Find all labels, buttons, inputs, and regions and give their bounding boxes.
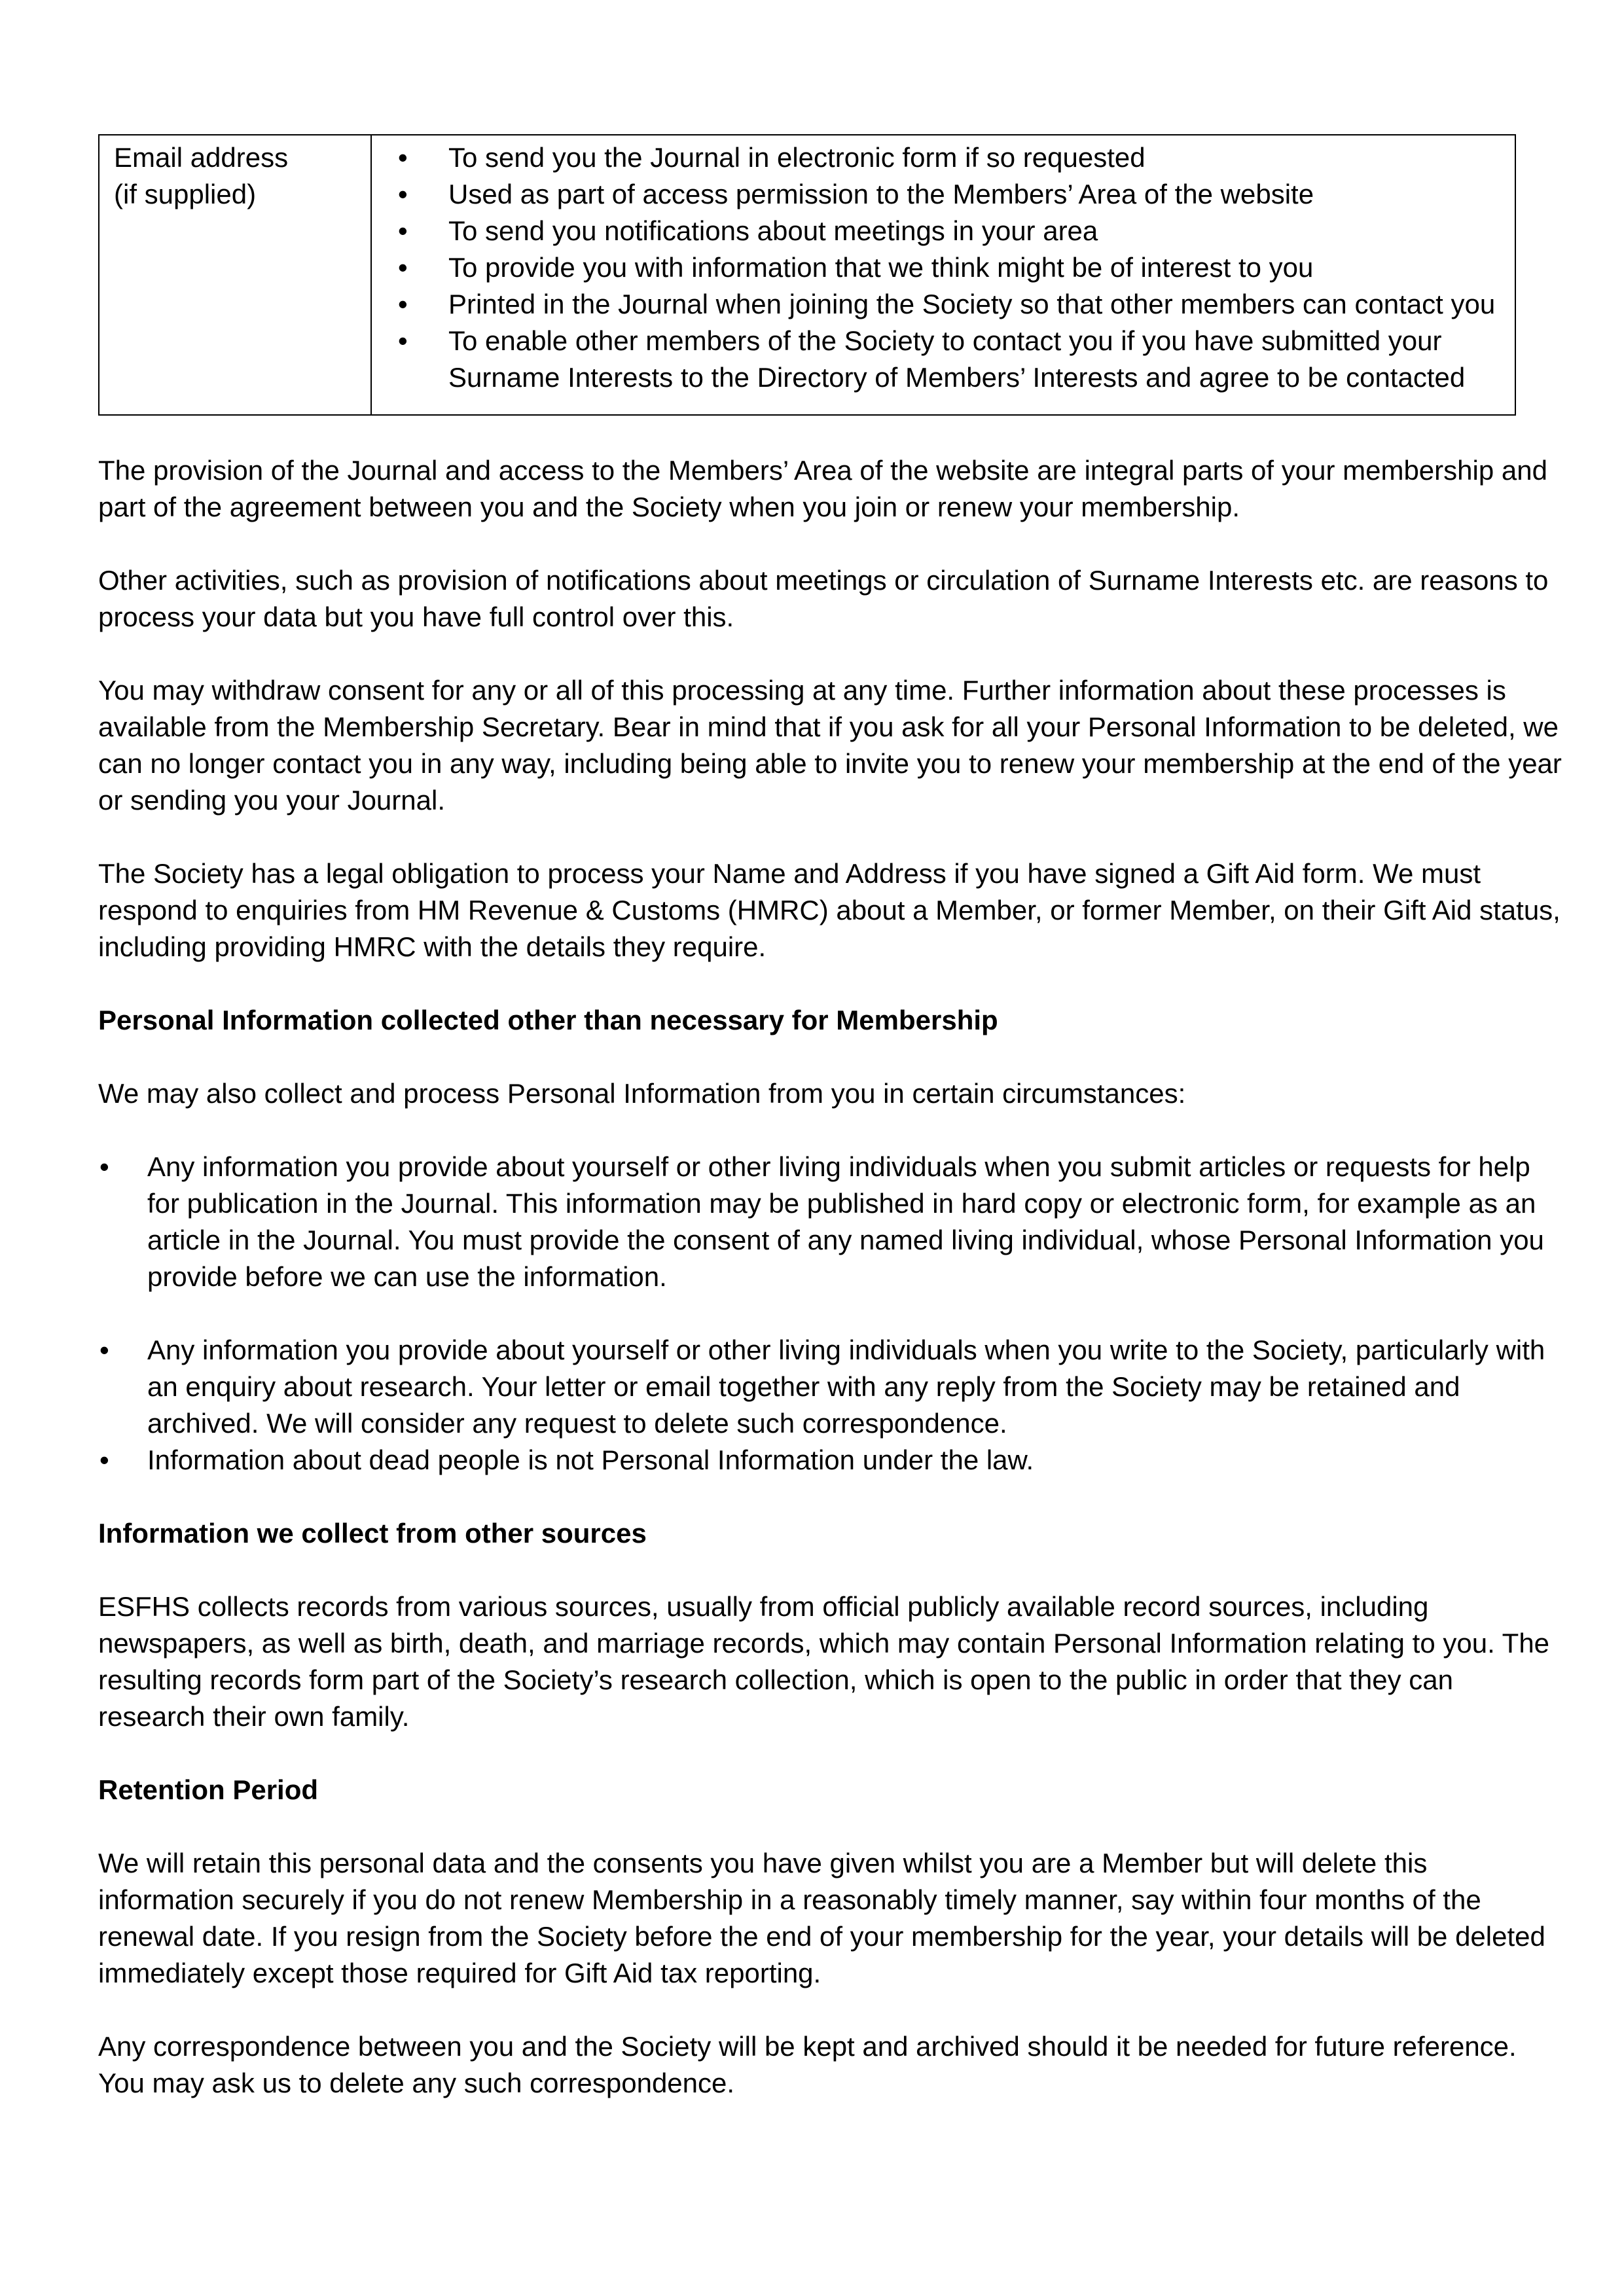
- list-item: [386, 249, 1500, 286]
- document-page: [98, 134, 1564, 2138]
- list-item: [98, 1442, 1564, 1479]
- list-item-text: Information about dead people is not Personal Information under the law.: [147, 1444, 1034, 1475]
- email-usage-table: [98, 134, 1516, 416]
- bullet-icon: •: [99, 1335, 109, 1365]
- heading-personal-information: Personal Information collected other than necessary for Membership: [98, 1005, 998, 1035]
- table-label-line: (if supplied): [114, 179, 257, 209]
- list-item: [386, 323, 1500, 396]
- list-item-text: Any information you provide about yourself or other living individuals when you write to the Society, particularly with an enquiry about research. Your letter or email together with any reply from the Society may be retained and archived. We will consider any request to delete such correspondence.: [147, 1335, 1545, 1439]
- list-item: [386, 139, 1500, 176]
- bullet-icon: •: [398, 142, 408, 173]
- list-item: [386, 213, 1500, 249]
- paragraph-other-sources: ESFHS collects records from various sources, usually from official publicly available record sources, including newspapers, as well as birth, death, and marriage records, which may contain Personal Information relating to you. The resulting records form part of the Society’s research collection, which is open to the public in order that they can research their own family.: [98, 1591, 1550, 1732]
- list-item-text: To enable other members of the Society to contact you if you have submitted your Surname Interests to the Directory of Members’ Interests and agree to be contacted: [448, 325, 1466, 393]
- bullet-icon: •: [99, 1151, 109, 1182]
- table-label-cell: [99, 135, 371, 415]
- paragraph-gift-aid: The Society has a legal obligation to process your Name and Address if you have signed a Gift Aid form. We must respond to enquiries from HM Revenue & Customs (HMRC) about a Member, or former Member, on their Gift Aid status, including providing HMRC with the details they require.: [98, 858, 1561, 962]
- list-item-text: Any information you provide about yourself or other living individuals when you submit articles or requests for help for publication in the Journal. This information may be published in hard copy or electronic form, for example as an article in the Journal. You must provide the consent of any named living individual, whose Personal Information you provide before we can use the information.: [147, 1151, 1544, 1292]
- heading-other-sources: Information we collect from other sources: [98, 1518, 647, 1549]
- paragraph-correspondence: Any correspondence between you and the Society will be kept and archived should it be needed for future reference. You may ask us to delete any such correspondence.: [98, 2031, 1517, 2098]
- list-item: [98, 1149, 1564, 1295]
- list-item-text: Printed in the Journal when joining the Society so that other members can contact you: [448, 289, 1496, 319]
- bullet-icon: •: [99, 1444, 109, 1475]
- paragraph-personal-intro: We may also collect and process Personal Information from you in certain circumstances:: [98, 1078, 1186, 1109]
- list-item-text: To send you the Journal in electronic form if so requested: [448, 142, 1146, 173]
- table-row: [99, 135, 1515, 415]
- heading-retention-period: Retention Period: [98, 1774, 319, 1805]
- table-bullet-list: [386, 139, 1500, 396]
- paragraph-other-activities: Other activities, such as provision of notifications about meetings or circulation of Surname Interests etc. are reasons to process your data but you have full control over this.: [98, 565, 1549, 632]
- bullet-icon: •: [398, 252, 408, 283]
- bullet-icon: •: [398, 289, 408, 319]
- table-label-line: Email address: [114, 142, 289, 173]
- personal-info-bullet-list: [98, 1149, 1564, 1479]
- table-content-cell: [371, 135, 1515, 415]
- list-item-text: To provide you with information that we think might be of interest to you: [448, 252, 1314, 283]
- list-item: [386, 286, 1500, 323]
- list-item-text: Used as part of access permission to the Members’ Area of the website: [448, 179, 1314, 209]
- bullet-icon: •: [398, 325, 408, 356]
- list-item: [98, 1332, 1564, 1442]
- list-item-text: To send you notifications about meetings in your area: [448, 215, 1098, 246]
- bullet-icon: •: [398, 215, 408, 246]
- paragraph-withdraw-consent: You may withdraw consent for any or all of this processing at any time. Further information about these processes is available from the Membership Secretary. Bear in mind that if you ask for all your Personal Information to be deleted, we can no longer contact you in any way, including being able to invite you to renew your membership at the end of the year or sending you your Journal.: [98, 675, 1562, 816]
- paragraph-journal-membership: The provision of the Journal and access to the Members’ Area of the website are integral parts of your membership and part of the agreement between you and the Society when you join or renew your membership.: [98, 455, 1547, 522]
- list-item: [386, 176, 1500, 213]
- bullet-icon: •: [398, 179, 408, 209]
- paragraph-retention: We will retain this personal data and the consents you have given whilst you are a Member but will delete this information securely if you do not renew Membership in a reasonably timely manner, say within four months of the renewal date. If you resign from the Society before the end of your membership for the year, your details will be deleted immediately except those required for Gift Aid tax reporting.: [98, 1848, 1545, 1988]
